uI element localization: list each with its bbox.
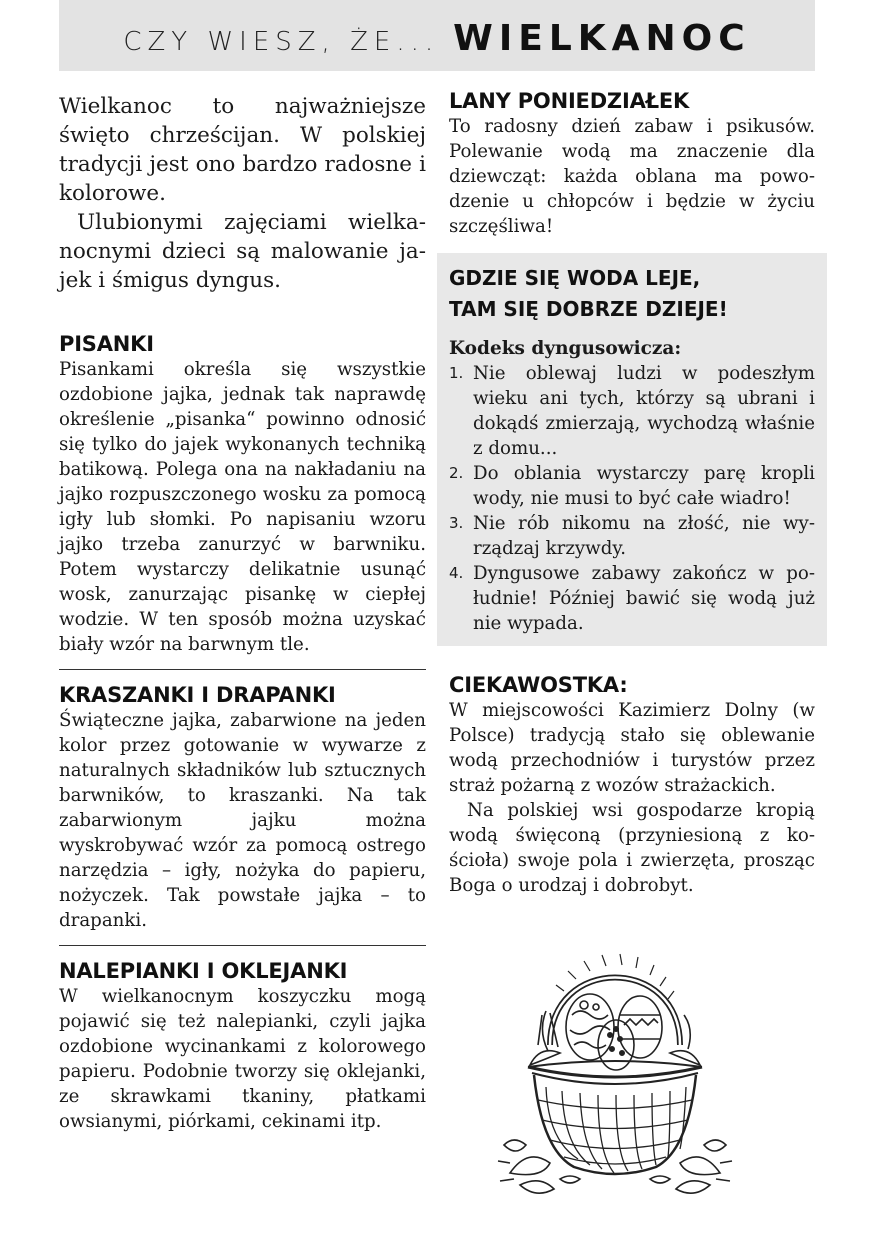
lany-poniedzialek-text: To radosny dzień zabaw i psikusów. Polewanie wodą ma znaczenie dla dziewcząt: każda oblana ma powodzenie u chłopców i będzie w życiu szczęśliwa! — [449, 116, 815, 237]
ciekawostka-paragraph-1: W miejscowości Kazimierz Dolny (w Polsce) tradycją stało się oblewanie wodą przechodniów i turystów przez straż pożarną z wozów strażackich. — [449, 700, 815, 796]
dyngus-box — [437, 253, 827, 646]
list-item — [449, 461, 815, 511]
rule-text: Nie rób nikomu na złość, nie wyrządzaj krzywdy. — [473, 513, 815, 559]
ciekawostka-heading: CIEKAWOSTKA: — [449, 673, 628, 697]
box-title-line-2: TAM SIĘ DOBRZE DZIEJE! — [449, 297, 728, 321]
pisanki-heading: PISANKI — [59, 332, 154, 356]
intro-paragraph-2: Ulubionymi zajęciami wielkanocnymi dzieci są malowanie jajek i śmigus dyngus. — [59, 210, 426, 293]
header-prefix: CZY WIESZ, ŻE... — [123, 27, 440, 57]
nalepianki-heading: NALEPIANKI I OKLEJANKI — [59, 959, 348, 983]
rule-text: Nie oblewaj ludzi w podeszłym wieku ani tych, którzy są ubrani i dokądś zmierzają, wychodzą właśnie z domu... — [473, 363, 815, 459]
codex-title: Kodeks dyngusowicza: — [449, 338, 682, 359]
ciekawostka-section — [449, 672, 815, 898]
left-column — [59, 92, 426, 1134]
nalepianki-text: W wielkanocnym koszyczku mogą pojawić się też nalepianki, czyli jajka ozdobione wycinankami z kolorowego papieru. Podobnie tworzy się oklejanki, ze skrawkami tkaniny, płatkami owsianymi, piórkami, cekinami itp. — [59, 986, 426, 1132]
ciekawostka-paragraph-2: Na polskiej wsi gospodarze kropią wodą święconą (przyniesioną z kościoła) swoje pola i zwierzęta, prosząc Boga o urodzaj i dobrobyt. — [449, 800, 815, 896]
list-item — [449, 511, 815, 561]
rule-number: 1. — [449, 364, 464, 382]
rule-number: 2. — [449, 464, 464, 482]
list-item — [449, 361, 815, 461]
rule-number: 4. — [449, 564, 464, 582]
rule-text: Dyngusowe zabawy zakończ w południe! Później bawić się wodą już nie wypada. — [473, 563, 815, 634]
intro-paragraph-1: Wielkanoc to najważniejsze święto chrześcijan. W polskiej tradycji jest ono bardzo radosne i kolorowe. — [59, 94, 426, 206]
kraszanki-text: Świąteczne jajka, zabarwione na jeden kolor przez gotowanie w wywarze z naturalnych składników lub sztucznych barwników, to kraszanki. Na tak zabarwionym jajku można wyskrobywać wzór za pomocą ostrego narzędzia – igły, nożyka do papieru, nożyczek. Tak powstałe jajka – to drapanki. — [59, 710, 426, 931]
right-column — [449, 88, 815, 239]
lany-poniedzialek-heading: LANY PONIEDZIAŁEK — [449, 89, 690, 113]
codex-rules-list — [449, 361, 815, 636]
pisanki-text: Pisankami określa się wszystkie ozdobione jajka, jednak tak naprawdę określenie „pisanka“ powinno odnosić się tylko do jajek wykonanych techniką batikową. Polega ona na nakładaniu na jajko rozpuszczonego wosku za pomocą igły lub słomki. Po napisaniu wzoru jajko trzeba zanurzyć w barwniku. Potem wystarczy delikatnie usunąć wosk, zanurzając pisankę w ciepłej wodzie. W ten sposób można uzyskać biały wzór na barwnym tle. — [59, 359, 426, 655]
page-header — [59, 0, 815, 71]
kraszanki-heading: KRASZANKI I DRAPANKI — [59, 683, 336, 707]
list-item — [449, 561, 815, 636]
easter-basket-icon — [490, 935, 740, 1197]
box-title-line-1: GDZIE SIĘ WODA LEJE, — [449, 266, 701, 290]
rule-number: 3. — [449, 514, 464, 532]
page-title: WIELKANOC — [453, 18, 751, 59]
rule-text: Do oblania wystarczy parę kropli wody, nie musi to być całe wiadro! — [473, 463, 815, 509]
